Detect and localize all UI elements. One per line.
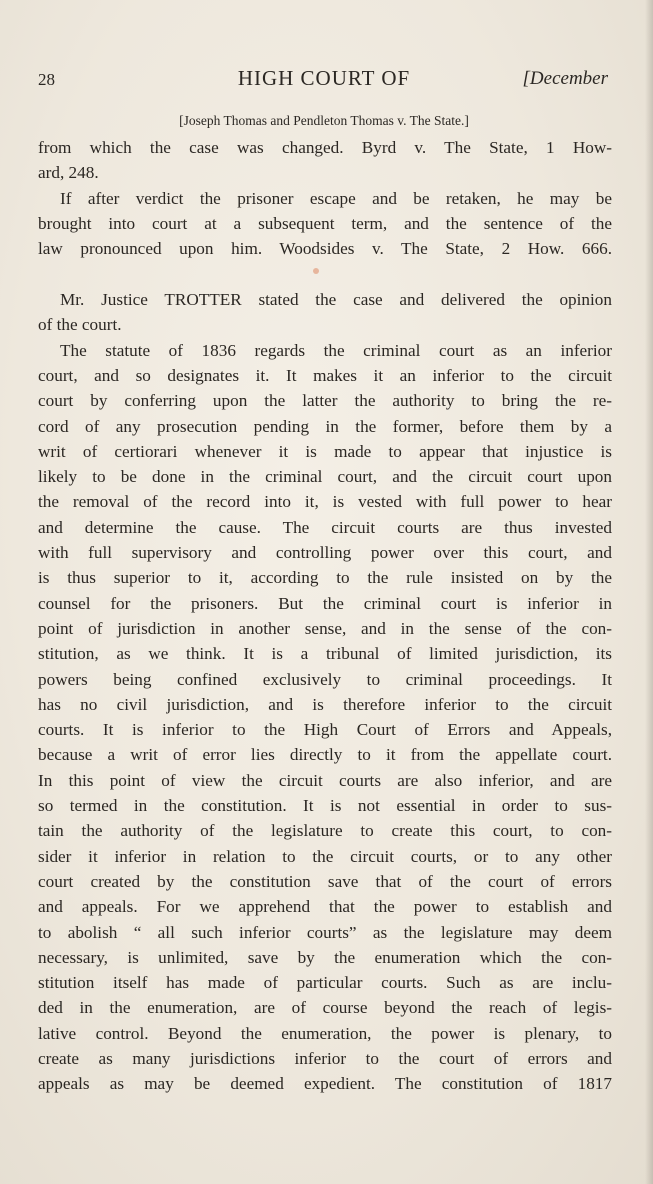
text-line: powers being confined exclusively to criminal proceedings. It [38, 669, 612, 689]
text-line: is thus superior to it, according to the rule insisted on by the [38, 568, 612, 588]
text-line: If after verdict the prisoner escape and be retaken, he may be [60, 188, 612, 208]
text-line: courts. It is inferior to the High Court of Errors and Appeals, [38, 720, 612, 740]
text-line: writ of certiorari whenever it is made to appear that injustice is [38, 441, 612, 461]
text-line: ded in the enumeration, are of course beyond the reach of legis- [38, 998, 612, 1018]
text-line: court, and so designates it. It makes it an inferior to the circuit [38, 365, 612, 385]
text-line: tain the authority of the legislature to create this court, to con- [38, 821, 612, 841]
running-header [38, 66, 610, 94]
text-line: and determine the cause. The circuit courts are thus invested [38, 517, 612, 537]
text-line: to abolish “ all such inferior courts” as the legislature may deem [38, 922, 612, 942]
text-line: with full supervisory and controlling power over this court, and [38, 543, 612, 563]
text-line: lative control. Beyond the enumeration, the power is plenary, to [38, 1023, 612, 1043]
text-line: In this point of view the circuit courts are also inferior, and are [38, 770, 612, 790]
running-month: [December [522, 68, 608, 89]
text-line: because a writ of error lies directly to it from the appellate court. [38, 745, 612, 765]
text-line: ard, 248. [38, 163, 99, 183]
text-line: stitution, as we think. It is a tribunal of limited jurisdiction, its [38, 644, 612, 664]
text-line: create as many jurisdictions inferior to the court of errors and [38, 1048, 612, 1068]
text-line: appeals as may be deemed expedient. The constitution of 1817 [38, 1074, 612, 1094]
text-line: Mr. Justice TROTTER stated the case and delivered the opinion [60, 290, 612, 310]
running-title: HIGH COURT OF [237, 66, 411, 90]
text-line: necessary, is unlimited, save by the enumeration which the con- [38, 947, 612, 967]
text-line: counsel for the prisoners. But the criminal court is inferior in [38, 593, 612, 613]
text-line: sider it inferior in relation to the circuit courts, or to any other [38, 846, 612, 866]
body-text [38, 135, 612, 1097]
text-line: stitution itself has made of particular courts. Such as are inclu- [38, 973, 612, 993]
text-line: court by conferring upon the latter the authority to bring the re- [38, 391, 612, 411]
text-line: from which the case was changed. Byrd v. The State, 1 How- [38, 138, 612, 157]
text-line: The statute of 1836 regards the criminal court as an inferior [60, 340, 612, 360]
text-line: brought into court at a subsequent term, and the sentence of the [38, 213, 612, 233]
text-line: has no civil jurisdiction, and is therefore inferior to the circuit [38, 694, 612, 714]
text-line: of the court. [38, 315, 122, 335]
text-line: so termed in the constitution. It is not essential in order to sus- [38, 796, 612, 816]
text-line: cord of any prosecution pending in the former, before them by a [38, 416, 612, 436]
text-line: and appeals. For we apprehend that the power to establish and [38, 897, 612, 917]
paragraph-gap [38, 261, 612, 287]
text-line: court created by the constitution save that of the court of errors [38, 871, 612, 891]
text-line: law pronounced upon him. Woodsides v. The State, 2 How. 666. [38, 239, 612, 259]
page-number: 28 [38, 70, 55, 89]
text-line: the removal of the record into it, is vested with full power to hear [38, 492, 612, 512]
text-line: point of jurisdiction in another sense, and in the sense of the con- [38, 618, 612, 638]
case-caption: [Joseph Thomas and Pendleton Thomas v. The State.] [179, 113, 469, 128]
text-line: likely to be done in the criminal court, and the circuit court upon [38, 467, 612, 487]
